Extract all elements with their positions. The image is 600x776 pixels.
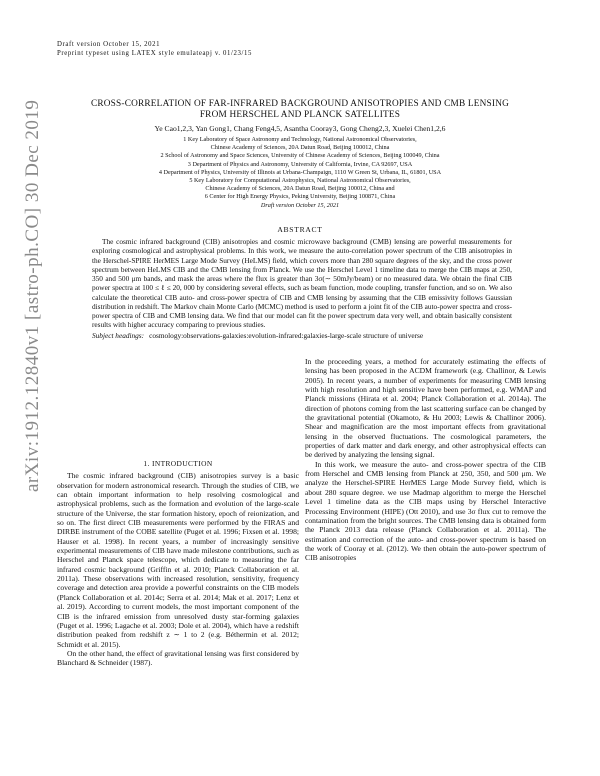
affiliation-line: 1 Key Laboratory of Space Astronomy and Technology, National Astronomical Observatories,	[183, 136, 417, 143]
affiliation-line: 6 Center for High Energy Physics, Peking University, Beijing 100871, China	[204, 193, 396, 201]
subject-headings-text: cosmology:observations-galaxies:evolution-infrared:galaxies-large-scale structure of universe	[149, 330, 424, 340]
affiliation-line: Chinese Academy of Sciences, 20A Datun Road, Beijing 100012, China and	[205, 185, 395, 193]
affiliation-line: 4 Department of Physics, University of Illinois at Urbana-Champaign, 1110 W Green St, Urbana, IL, 61801, USA	[158, 168, 442, 176]
abstract-heading: ABSTRACT	[277, 225, 323, 234]
arxiv-identifier: arXiv:1912.12840v1 [astro-ph.CO] 30 Dec 2019	[22, 99, 43, 492]
affiliation-line: 5 Key Laboratory for Computational Astrophysics, National Astronomical Observatories,	[189, 177, 411, 185]
preprint-typeset-line: Preprint typeset using LATEX style emulateapj v. 01/23/15	[57, 50, 252, 57]
author-list: Ye Cao1,2,3, Yan Gong1, Chang Feng4,5, Asantha Cooray3, Gong Cheng2,3, Xuelei Chen1,2,6	[154, 124, 446, 133]
draft-date-line: Draft version October 15, 2021	[260, 201, 340, 209]
subject-headings-label: Subject headings:	[92, 330, 145, 340]
affiliation-line: 3 Department of Physics and Astronomy, University of California, Irvine, CA 92697, USA	[187, 160, 413, 168]
right-column	[305, 357, 546, 563]
intro-paragraph: On the other hand, the effect of gravitational lensing was first considered by Blanchard & Schneider (1987).	[57, 648, 299, 668]
intro-paragraph: The cosmic infrared background (CIB) anisotropies survey is a basic observation for modern astronomical research. Through the studies of CIB, we can obtain important information to help resolving cosmological and astrophysical problems, such as the formation and evolution of the large-scale structure of the Universe, the star formation history, epoch of reionization, and so on. The first direct CIB measurements were performed by the FIRAS and DIRBE instrument of the COBE satellite (Puget et al. 1996; Fixsen et al. 1998; Hauser et al. 1998). In recent years, a number of increasingly sensitive experimental measurements of CIB have made milestone contributions, such as Herschel and Planck space telescope, which dedicate to measuring the far infrared cosmic background (Griffin et al. 2010; Planck Collaboration et al. 2011a). These observations with increased resolution, sensitivity, frequency coverage and detection area provide a powerful constraints on the CIB models (Planck Collaboration et al. 2014c; Serra et al. 2014; Mak et al. 2017; Lenz et al. 2019). According to current models, the most important component of the CIB is the infrared emission from unresolved dusty star-forming galaxies (Puget et al. 1996; Lagache et al. 2003; Dole et al. 2004), which have a redshift distribution peaked from redshift z ∼ 1 to 2 (e.g. Béthermin et al. 2012; Schmidt et al. 2015).	[57, 471, 299, 649]
affiliations	[40, 136, 560, 210]
title-line-1: CROSS-CORRELATION OF FAR-INFRARED BACKGROUND ANISOTROPIES AND CMB LENSING	[90, 99, 510, 109]
preprint-header	[57, 40, 252, 58]
subject-headings	[92, 331, 512, 340]
abstract-block	[92, 237, 512, 340]
intro-paragraph: In this work, we measure the auto- and cross-power spectra of the CIB from Herschel and CMB lensing from Planck at 250, 350, and 500 μm. We analyze the Herschel-SPIRE HerMES Large Mode Survey field, which is about 280 square degree. we use Madmap algorithm to merge the Herschel Level 1 timeline data as the CIB maps using by Herschel Interactive Processing Environment (HIPE) (Ott 2010), and use 3σ flux cut to remove the contamination from the bright sources. The CMB lensing data is obtained form the Planck 2013 data release (Planck Collaboration et al. 2011a). The estimation and correction of the auto- and cross-power spectrum is based on the work of Cooray et al. (2012). We then obtain the auto-power spectrum of CIB anisotropies	[305, 459, 546, 563]
abstract-body: The cosmic infrared background (CIB) anisotropies and cosmic microwave background (CMB) lensing are powerful measurements for exploring cosmological and astrophysical problems. In this work, we measure the auto-correlation power spectrum of the CIB anisotropies in the Herschel-SPIRE HerMES Large Mode Survey (HeLMS) field, which covers more than 280 square degrees of the sky, and the cross power spectrum between HeLMS CIB and the CMB lensing from Planck. We use the Herschel Level 1 timeline data to merge the CIB maps at 250, 350 and 500 μm bands, and mask the areas where the flux is greater than 3σ(∼ 50mJy/beam) or no measured data. We obtain the final CIB power spectra at 100 ≤ ℓ ≤ 20, 000 by considering several effects, such as beam function, mode coupling, transfer function, and so on. We also calculate the theoretical CIB auto- and cross-power spectra of CIB and CMB lensing by assuming that the CIB emissivity follows Gaussian distribution in redshift. The Markov chain Monte Carlo (MCMC) method is used to perform a joint fit of the CIB auto-power spectra and cross-power spectra of CIB and CMB lensing data. We find that our model can fit the power spectrum data very well, and obtain basically consistent results with higher accuracy comparing to previous studies.	[92, 237, 512, 330]
intro-paragraph: In the proceeding years, a method for accurately estimating the effects of lensing has been proposed in the ACDM framework (e.g. Challinor, & Lewis 2005). In recent years, a number of experiments for measuring CMB lensing with high resolution and high sensitive have been performed, e.g. WMAP and Planck missions (Hirata et al. 2004; Planck Collaboration et al. 2014a). The direction of photons coming from the last scattering surface can be changed by the gravitational potential (Okamoto, & Hu 2003; Lewis & Challinor 2006). Shear and magnification are the most important effects from gravitational lensing in the observed fluctuations. The cosmological parameters, the properties of dark matter and dark energy, and other astrophysical effects can be derived by analyzing the lensing signal.	[305, 357, 546, 460]
section-heading-introduction: 1. INTRODUCTION	[143, 459, 213, 468]
draft-version-line: Draft version October 15, 2021	[57, 41, 161, 48]
left-column	[57, 459, 299, 668]
affiliation-line: Chinese Academy of Sciences, 20A Datun Road, Beijing 100012, China	[210, 144, 390, 152]
title-line-2: FROM HERSCHEL AND PLANCK SATELLITES	[199, 110, 401, 120]
paper-title	[70, 99, 530, 121]
affiliation-line: 2 School of Astronomy and Space Sciences, University of Chinese Academy of Sciences, Beijing 100049, China	[160, 152, 440, 160]
